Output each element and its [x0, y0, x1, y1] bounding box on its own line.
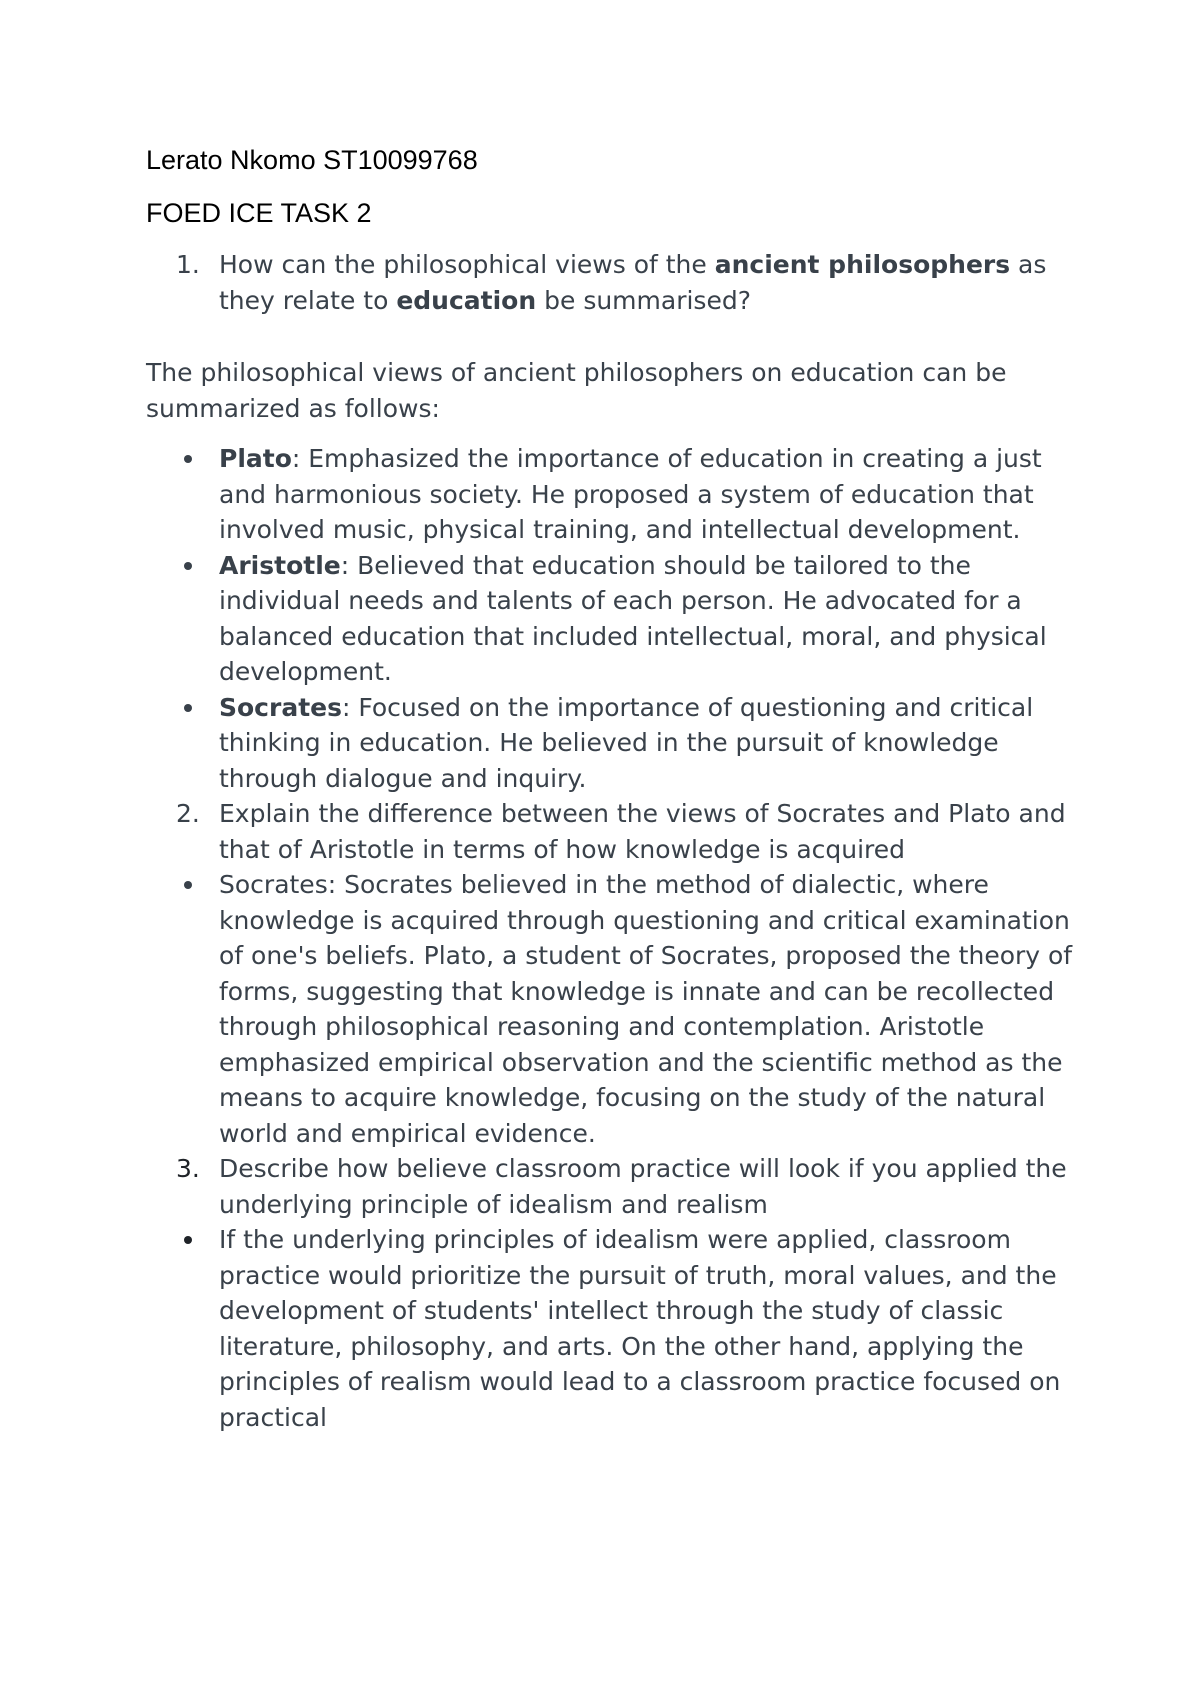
question-3-text: 3. Describe how believe classroom practice will look if you applied the underlying principle of idealism and realism [146, 1151, 1076, 1222]
philosopher-name: Aristotle [219, 550, 341, 580]
bullet-icon [184, 562, 192, 570]
intro-paragraph: The philosophical views of ancient philosophers on education can be summarized as follows: [146, 358, 1007, 423]
question-2-number: 2. [176, 799, 200, 828]
emphasis-education: education [396, 285, 537, 315]
answers-1-list [146, 441, 1076, 1435]
question-2-text: 2. Explain the difference between the views of Socrates and Plato and that of Aristotle in terms of how knowledge is acquired [146, 796, 1076, 867]
question-3-number: 3. [176, 1154, 200, 1183]
bullet-icon [184, 455, 192, 463]
author-line: Lerato Nkomo ST10099768 [146, 145, 478, 175]
philosopher-name: Socrates [219, 692, 342, 722]
philosopher-name: Plato [219, 444, 292, 473]
bullet-icon [184, 704, 192, 712]
bullet-icon [184, 1236, 192, 1244]
list-item [146, 1222, 1076, 1435]
question-1 [146, 247, 1076, 318]
emphasis-ancient-philosophers: ancient philosophers [714, 250, 1011, 279]
list-item [146, 867, 1076, 1151]
list-item: Aristotle: Believed that education should be tailored to the individual needs and talents of each person. He advocated for a balanced education that included intellectual, moral, and physical development. [146, 548, 1076, 690]
question-1-number: 1. [176, 250, 200, 279]
task-title: FOED ICE TASK 2 [146, 198, 372, 228]
list-item: Socrates: Focused on the importance of questioning and critical thinking in education. He believed in the pursuit of knowledge through dialogue and inquiry. [146, 690, 1076, 797]
list-item: Plato: Emphasized the importance of education in creating a just and harmonious society. He proposed a system of education that involved music, physical training, and intellectual development. [146, 441, 1076, 548]
bullet-icon [184, 881, 192, 889]
question-1-text: 1. How can the philosophical views of the ancient philosophers as they relate to education be summarised? [146, 247, 1076, 318]
answer-2-text: Socrates: Socrates believed in the method of dialectic, where knowledge is acquired through questioning and critical examination of one's beliefs. Plato, a student of Socrates, proposed the theory of forms, suggesting that knowledge is innate and can be recollected through philosophical reasoning and contemplation. Aristotle emphasized empirical observation and the scientific method as the means to acquire knowledge, focusing on the study of the natural world and empirical evidence. [219, 870, 1073, 1148]
answer-3-text: If the underlying principles of idealism were applied, classroom practice would prioritize the pursuit of truth, moral values, and the development of students' intellect through the study of classic literature, philosophy, and arts. On the other hand, applying the principles of realism would lead to a classroom practice focused on practical [219, 1225, 1061, 1432]
